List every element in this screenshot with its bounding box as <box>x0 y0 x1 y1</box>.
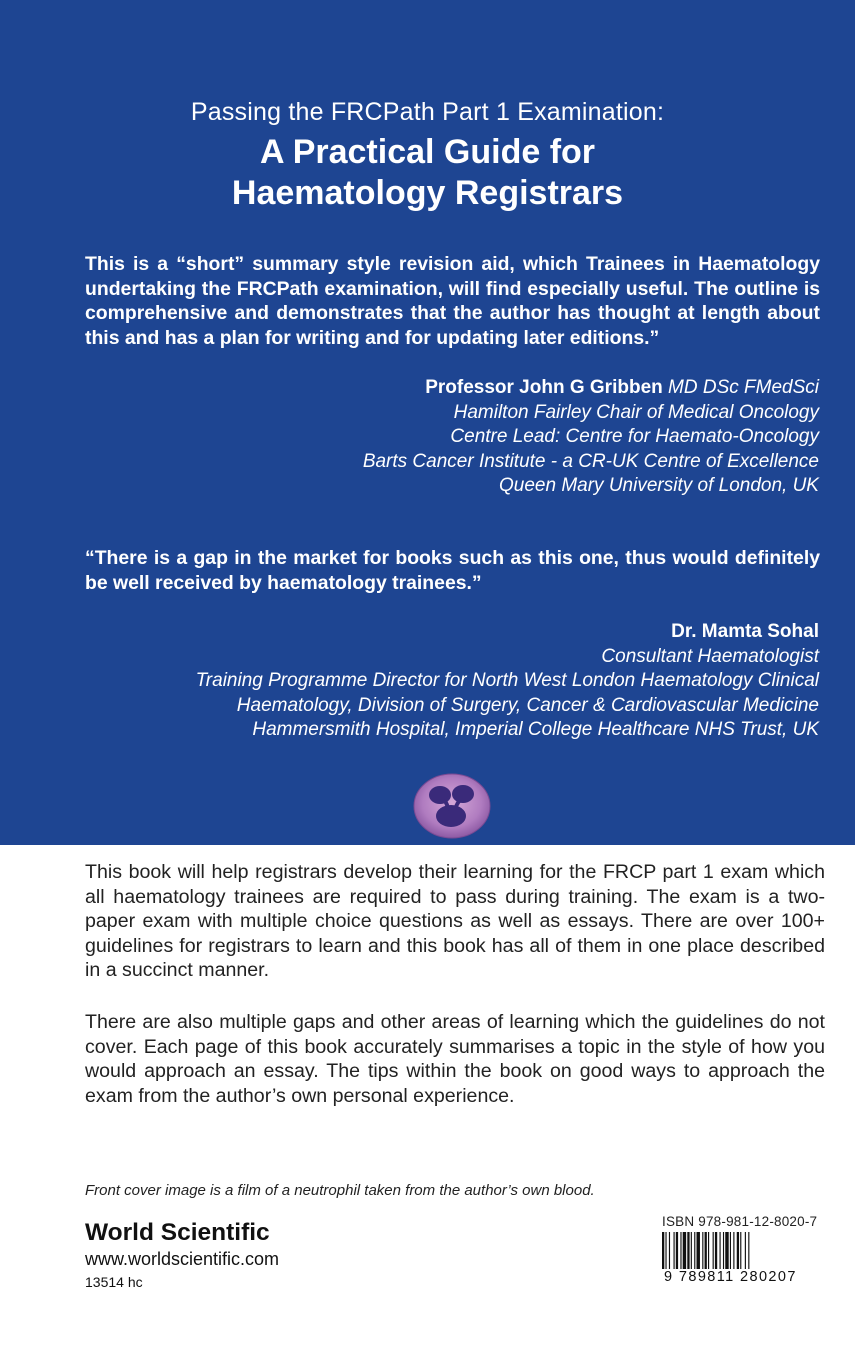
endorser-name: Professor John G Gribben <box>425 377 663 398</box>
title-line-2: Haematology Registrars <box>231 174 624 212</box>
endorser-title-line: Consultant Haematologist <box>601 645 819 667</box>
description-paragraph-2: There are also multiple gaps and other areas of learning which the guidelines do not cover. Each page of this book accurately summarises a topic in the style of how you would approach an essay. The tips within the book on good ways to approach the exam from the author’s own personal experience. <box>85 1011 825 1107</box>
endorser-title-line: Hamilton Fairley Chair of Medical Oncology <box>453 401 819 423</box>
neutrophil-cell-image <box>411 770 493 840</box>
endorsement-quote-2: “There is a gap in the market for books such as this one, thus would definitely be well received by haematology trainees.” <box>85 547 820 594</box>
endorser-credentials: MD DSc FMedSci <box>662 377 819 398</box>
endorsement-attribution-1 <box>363 376 819 499</box>
endorsement-attribution-2 <box>196 620 819 743</box>
publisher-block <box>85 1218 279 1292</box>
publisher-url: www.worldscientific.com <box>85 1249 280 1269</box>
book-title <box>0 132 855 214</box>
description-paragraph-1: This book will help registrars develop their learning for the FRCP part 1 exam which all haematology trainees are required to pass during training. The exam is a two-paper exam with multiple choice questions as well as essays. There are over 100+ guidelines for registrars to learn and this book has all of them in one place described in a succinct manner. <box>85 861 825 982</box>
title-line-1: A Practical Guide for <box>259 133 596 171</box>
endorser-title-line: Hammersmith Hospital, Imperial College Healthcare NHS Trust, UK <box>252 719 819 740</box>
endorser-name: Dr. Mamta Sohal <box>671 621 819 642</box>
endorser-title-line: Centre Lead: Centre for Haemato-Oncology <box>450 426 819 447</box>
publisher-name: World Scientific <box>85 1219 270 1246</box>
barcode-digits: 9 789811 280207 <box>662 1269 814 1285</box>
pre-title: Passing the FRCPath Part 1 Examination: <box>190 98 665 126</box>
endorser-name-line <box>363 376 819 401</box>
endorser-title-line: Haematology, Division of Surgery, Cancer & Cardiovascular Medicine <box>236 694 819 716</box>
publisher-code: 13514 hc <box>85 1274 143 1290</box>
endorser-title-line: Barts Cancer Institute - a CR-UK Centre of Excellence <box>362 450 819 472</box>
endorser-title-line: Training Programme Director for North West London Haematology Clinical <box>195 670 819 691</box>
isbn-label: ISBN 978-981-12-8020-7 <box>662 1214 818 1229</box>
endorser-title-line: Queen Mary University of London, UK <box>499 475 819 496</box>
endorsement-quote-1: This is a “short” summary style revision aid, which Trainees in Haematology undertaking the FRCPath examination, will find especially useful. The outline is comprehensive and demonstrates that the author has thought at length about this and has a plan for writing and for updating later editions.” <box>85 253 820 349</box>
cover-image-caption: Front cover image is a film of a neutrophil taken from the author’s own blood. <box>85 1182 595 1199</box>
